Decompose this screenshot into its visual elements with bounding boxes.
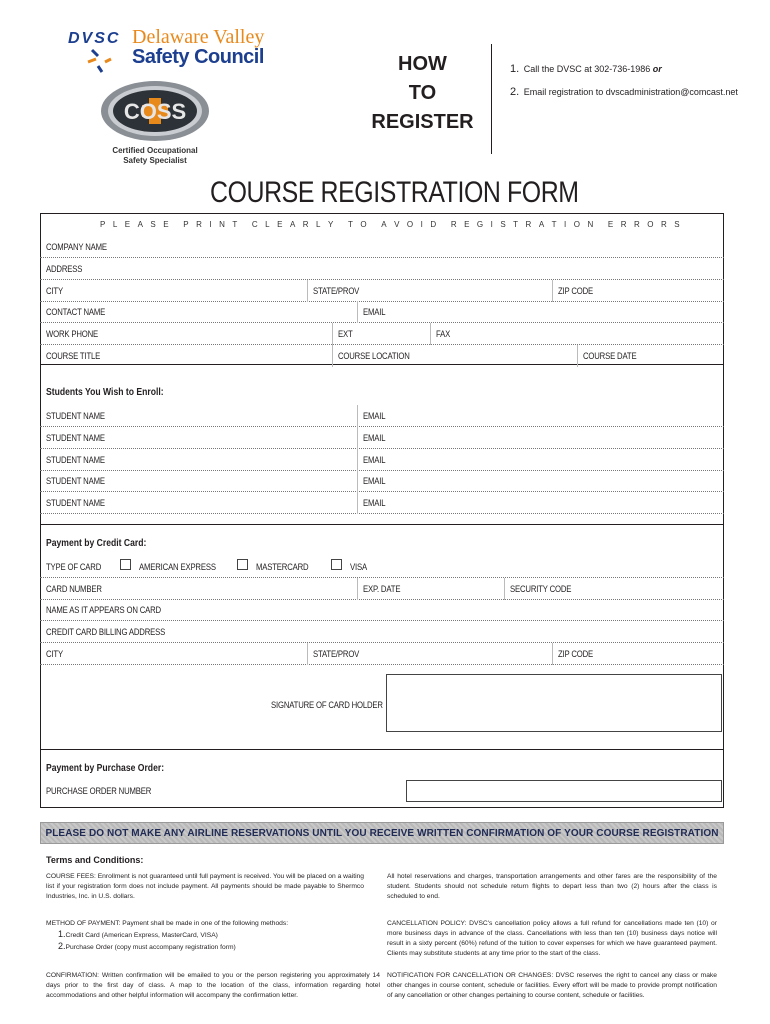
po-number-field[interactable] xyxy=(406,780,722,802)
coss-caption-line1: Certified Occupational xyxy=(112,146,198,155)
divider xyxy=(357,578,358,600)
student-email-label[interactable]: EMAIL xyxy=(363,411,386,421)
divider xyxy=(357,405,358,427)
payment-method-2-text: Purchase Order (copy must accompany registration form) xyxy=(65,944,236,951)
print-notice-letter: O xyxy=(647,220,654,229)
print-notice-letter: R xyxy=(660,220,668,229)
fax-label[interactable]: FAX xyxy=(436,329,451,339)
po-number-label: PURCHASE ORDER NUMBER xyxy=(46,786,152,796)
print-notice-letter: P xyxy=(100,220,106,229)
name-on-card-field[interactable] xyxy=(40,599,724,621)
terms-cancellation: CANCELLATION POLICY: DVSC's cancellation policy allows a full refund for cancellations made ten (10) or more business days in advance of the class. Cancellations with less than ten (10) business days notice will result in a sixty percent (60%) refund of the tuition to cover expenses for which we have guaranteed payment. Clients may substitute students at any time prior to the start of the class. xyxy=(387,920,717,957)
student-row xyxy=(40,492,724,514)
terms-hotel: All hotel reservations and charges, transportation arrangements and other fares are the responsibility of the student. Students should not schedule return flights to depart less than two (2) hours after the class is scheduled to end. xyxy=(387,873,717,900)
print-notice-letter: D xyxy=(430,220,437,229)
coss-caption xyxy=(90,146,220,166)
ext-label[interactable]: EXT xyxy=(338,329,353,339)
payment-method-2 xyxy=(46,941,364,953)
student-email-label[interactable]: EMAIL xyxy=(363,455,386,465)
print-notice-letter: Y xyxy=(327,220,334,229)
name-on-card-label: NAME AS IT APPEARS ON CARD xyxy=(46,605,161,615)
divider xyxy=(357,470,358,492)
step-1-num: 1. xyxy=(510,63,520,75)
city-label[interactable]: CITY xyxy=(46,286,63,296)
step-2-text[interactable]: Email registration to dvscadministration@comcast.net xyxy=(523,87,738,97)
mastercard-checkbox[interactable] xyxy=(237,559,248,570)
student-name-label[interactable]: STUDENT NAME xyxy=(46,433,105,443)
email-label[interactable]: EMAIL xyxy=(363,307,386,317)
terms-heading: Terms and Conditions: xyxy=(46,855,144,865)
print-notice-letter: E xyxy=(124,220,131,229)
print-notice-letter: S xyxy=(500,220,506,229)
terms-payment-method xyxy=(46,919,364,953)
divider xyxy=(332,345,333,367)
billing-zip-label[interactable]: ZIP CODE xyxy=(558,649,594,659)
print-notice-letter: C xyxy=(251,220,258,229)
student-name-label[interactable]: STUDENT NAME xyxy=(46,476,105,486)
payment-method-1-num: 1. xyxy=(58,929,66,939)
divider xyxy=(430,323,431,345)
print-notice-letter: T xyxy=(551,220,557,229)
print-notice-letter: A xyxy=(289,220,296,229)
divider xyxy=(332,323,333,345)
print-notice-letter: L xyxy=(316,220,321,229)
billing-address-field[interactable] xyxy=(40,621,724,643)
student-name-label[interactable]: STUDENT NAME xyxy=(46,455,105,465)
address-label: ADDRESS xyxy=(46,264,83,274)
exp-date-label[interactable]: EXP. DATE xyxy=(363,584,401,594)
print-notice-letter: E xyxy=(277,220,283,229)
print-notice-letter: I xyxy=(420,220,424,229)
card-number-row xyxy=(40,578,724,600)
card-type-row xyxy=(40,556,724,578)
student-email-label[interactable]: EMAIL xyxy=(363,433,386,443)
print-notice-letter: I xyxy=(209,220,212,229)
state-label[interactable]: STATE/PROV xyxy=(313,286,360,296)
divider xyxy=(357,427,358,449)
divider xyxy=(307,280,308,302)
step-1-text: Call the DVSC at 302-736-1986 xyxy=(523,64,651,74)
print-notice-letter: O xyxy=(406,220,414,229)
company-name-field[interactable] xyxy=(40,236,724,258)
billing-city-label[interactable]: CITY xyxy=(46,649,63,659)
print-notice-letter: N xyxy=(587,220,594,229)
phone-row xyxy=(40,323,724,345)
visa-label: VISA xyxy=(350,562,367,572)
print-notice-letter: T xyxy=(347,220,354,229)
credit-card-heading: Payment by Credit Card: xyxy=(46,538,147,549)
print-notice-letter: R xyxy=(196,220,203,229)
mastercard-label: MASTERCARD xyxy=(256,562,309,572)
student-email-label[interactable]: EMAIL xyxy=(363,498,386,508)
contact-name-label[interactable]: CONTACT NAME xyxy=(46,307,106,317)
logo-marks-icon xyxy=(78,46,128,74)
divider xyxy=(357,449,358,471)
billing-state-label[interactable]: STATE/PROV xyxy=(313,649,360,659)
divider xyxy=(307,643,308,665)
print-notice-letter: A xyxy=(381,220,387,229)
logo-name-line2: Safety Council xyxy=(132,46,264,68)
print-notice-letter: R xyxy=(450,220,457,229)
print-notice-letter: R xyxy=(634,220,641,229)
step-1 xyxy=(510,63,662,75)
city-row xyxy=(40,280,724,302)
signature-label: SIGNATURE OF CARD HOLDER xyxy=(271,700,383,710)
print-notice-letter: T xyxy=(232,220,238,229)
step-2 xyxy=(510,86,738,98)
print-notice-letter: O xyxy=(360,220,367,229)
course-location-label[interactable]: COURSE LOCATION xyxy=(338,351,410,361)
student-row xyxy=(40,449,724,471)
coss-badge-text: COSS xyxy=(123,99,187,124)
print-notice-letter: R xyxy=(302,220,309,229)
how-to-line2: TO xyxy=(408,82,437,104)
airline-notice-text: PLEASE DO NOT MAKE ANY AIRLINE RESERVATIONS UNTIL YOU RECEIVE WRITTEN CONFIRMATION OF YOUR COURSE REGISTRATION xyxy=(45,828,719,839)
divider xyxy=(552,280,553,302)
amex-label: AMERICAN EXPRESS xyxy=(139,562,216,572)
contact-row xyxy=(40,301,724,323)
coss-badge-icon xyxy=(100,80,210,142)
print-notice-letter: T xyxy=(513,220,519,229)
how-to-line3: REGISTER xyxy=(371,111,474,133)
card-type-label: TYPE OF CARD xyxy=(46,562,102,572)
print-notice-letter: E xyxy=(163,220,169,229)
student-email-label[interactable]: EMAIL xyxy=(363,476,386,486)
terms-changes: NOTIFICATION FOR CANCELLATION OR CHANGES: DVSC reserves the right to cancel any class or make other changes in course content, schedule or facilities. Every effort will be made to provide prompt notification of any cancellation or other changes pertaining to course content, schedule or facilities. xyxy=(387,972,717,999)
print-notice-letter: A xyxy=(137,220,144,229)
course-title-label[interactable]: COURSE TITLE xyxy=(46,351,101,361)
print-notice-letter: L xyxy=(265,220,270,229)
print-notice-letter: O xyxy=(573,220,581,229)
student-row xyxy=(40,405,724,427)
how-to-register xyxy=(370,50,475,137)
terms-course-fees: COURSE FEES: Enrollment is not guaranteed until full payment is received. You will be placed on a waiting list if your registration form does not include payment. All payments should be made payable to Shermco Industries, Inc. in U.S. dollars. xyxy=(46,873,364,900)
print-notice-letter: G xyxy=(476,220,484,229)
card-number-label[interactable]: CARD NUMBER xyxy=(46,584,102,594)
student-name-label[interactable]: STUDENT NAME xyxy=(46,498,105,508)
company-name-label: COMPANY NAME xyxy=(46,242,107,252)
course-date-label[interactable]: COURSE DATE xyxy=(583,351,637,361)
coss-caption-line2: Safety Specialist xyxy=(123,156,187,165)
print-notice-letter: P xyxy=(183,220,189,229)
print-notice-letter: E xyxy=(464,220,470,229)
student-row xyxy=(40,470,724,492)
divider xyxy=(357,301,358,323)
print-notice-letter: N xyxy=(219,220,226,229)
divider xyxy=(504,578,505,600)
divider xyxy=(357,492,358,514)
student-name-label[interactable]: STUDENT NAME xyxy=(46,411,105,421)
payment-method-2-num: 2. xyxy=(58,941,66,951)
logo-abbrev: DVSC xyxy=(68,30,121,47)
students-heading: Students You Wish to Enroll: xyxy=(46,387,164,398)
logo-name-line1: Delaware Valley xyxy=(132,26,265,48)
how-to-line1: HOW xyxy=(398,53,447,75)
print-notice-letter: L xyxy=(112,220,118,229)
amex-checkbox[interactable] xyxy=(120,559,131,570)
print-notice-letter: E xyxy=(607,220,614,229)
purchase-order-heading: Payment by Purchase Order: xyxy=(46,763,165,774)
zip-label[interactable]: ZIP CODE xyxy=(558,286,594,296)
billing-city-row xyxy=(40,643,724,665)
print-notice-letter: I xyxy=(564,220,567,229)
print-clearly-notice xyxy=(100,220,680,229)
print-notice-letter: S xyxy=(150,220,157,229)
form-title: COURSE REGISTRATION FORM xyxy=(210,176,579,209)
print-notice-letter: A xyxy=(538,220,545,229)
step-2-num: 2. xyxy=(510,86,520,98)
print-notice-letter: R xyxy=(620,220,627,229)
visa-checkbox[interactable] xyxy=(331,559,342,570)
security-code-label[interactable]: SECURITY CODE xyxy=(510,584,572,594)
print-notice-letter: I xyxy=(490,220,494,229)
step-1-suffix: or xyxy=(652,64,662,74)
payment-method-intro: METHOD OF PAYMENT: Payment shall be made in one of the following methods: xyxy=(46,920,289,927)
airline-notice-banner xyxy=(40,822,724,844)
terms-confirmation: CONFIRMATION: Written confirmation will be emailed to you or the person registering you approximately 14 days prior to the first day of class. A map to the location of the class, information regarding hotel accommodations and other helpful information will accompany the confirmation letter. xyxy=(46,972,380,999)
print-notice-letter: S xyxy=(674,220,680,229)
divider xyxy=(577,345,578,367)
print-notice-letter: V xyxy=(394,220,400,229)
work-phone-label[interactable]: WORK PHONE xyxy=(46,329,99,339)
payment-method-1 xyxy=(46,929,364,941)
print-notice-letter: R xyxy=(525,220,532,229)
student-row xyxy=(40,427,724,449)
payment-method-1-text: Credit Card (American Express, MasterCard, VISA) xyxy=(65,932,218,939)
course-row xyxy=(40,345,724,367)
divider xyxy=(552,643,553,665)
address-field[interactable] xyxy=(40,258,724,280)
header-divider xyxy=(491,44,492,154)
billing-address-label: CREDIT CARD BILLING ADDRESS xyxy=(46,627,166,637)
signature-box[interactable] xyxy=(386,674,722,732)
